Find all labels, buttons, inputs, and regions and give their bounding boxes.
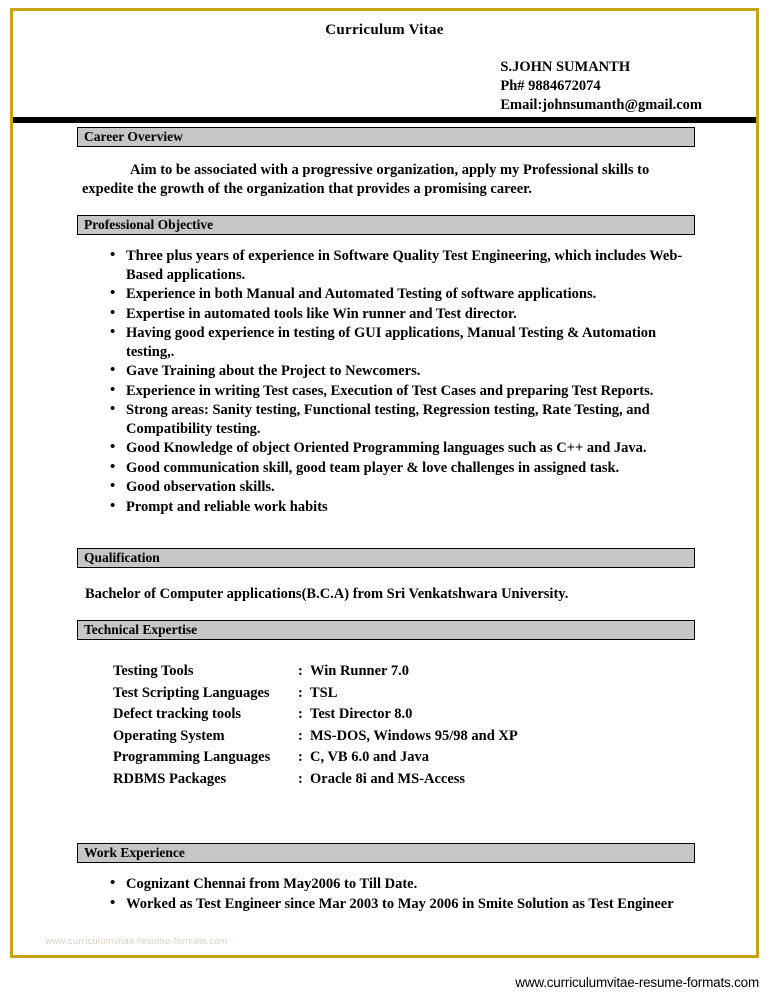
contact-block [500,58,702,115]
list-item: • Prompt and reliable work habits [110,498,699,517]
technical-expertise-table [113,662,518,791]
list-item: • Good observation skills. [110,478,699,497]
page-title: Curriculum Vitae [325,22,444,38]
tech-colon: : [298,770,303,787]
tech-value: Test Director 8.0 [310,706,413,722]
tech-label: Defect tracking tools [113,706,242,722]
list-item: • Cognizant Chennai from May2006 to Till Date. [110,875,699,894]
table-row [113,748,518,770]
tech-label: Operating System [113,727,225,744]
list-item: • Good Knowledge of object Oriented Programming languages such as C++ and Java. [110,439,699,458]
tech-value: C, VB 6.0 and Java [310,749,429,765]
list-item: • Having good experience in testing of GUI applications, Manual Testing & Automation testing,. [110,324,699,361]
career-overview-paragraph: Aim to be associated with a progressive organization, apply my Professional skills to expedite the growth of the organization that provides a promising career. [82,162,650,197]
tech-colon: : [298,663,303,679]
list-item: • Gave Training about the Project to Newcomers. [110,362,699,381]
list-item: • Good communication skill, good team player & love challenges in assigned task. [110,459,699,478]
footer-url: www.curriculumvitae-resume-formats.com [515,975,759,990]
list-item: • Experience in writing Test cases, Execution of Test Cases and preparing Test Reports. [110,382,699,401]
list-item: • Worked as Test Engineer since Mar 2003 to May 2006 in Smite Solution as Test Engineer [110,895,699,914]
table-row [113,770,518,792]
tech-colon: : [298,727,303,744]
contact-name: S.JOHN SUMANTH [500,59,631,75]
watermark: www.curriculumvitae-resume-formats.com [45,936,228,946]
tech-label: Programming Languages [113,749,271,765]
tech-label: RDBMS Packages [113,770,227,787]
list-item: • Strong areas: Sanity testing, Functional testing, Regression testing, Rate Testing, and Compatibility testing. [110,401,699,438]
table-row [113,727,518,749]
page-border-top [10,8,759,11]
tech-colon: : [298,749,303,765]
tech-value: Oracle 8i and MS-Access [310,770,466,787]
work-experience-list [110,875,699,913]
tech-value: Win Runner 7.0 [310,663,409,679]
table-row [113,684,518,706]
professional-objective-list [110,247,699,516]
qualification-text: Bachelor of Computer applications(B.C.A) from Sri Venkatshwara University. [85,586,569,602]
tech-label: Test Scripting Languages [113,684,270,701]
table-row [113,662,518,684]
tech-label: Testing Tools [113,663,194,679]
list-item: • Experience in both Manual and Automated Testing of software applications. [110,285,699,304]
contact-email: Email:johnsumanth@gmail.com [500,97,702,113]
section-heading-qualification: Qualification [77,548,695,568]
tech-colon: : [298,684,303,701]
list-item: • Expertise in automated tools like Win runner and Test director. [110,305,699,324]
table-row [113,705,518,727]
page-border-bottom [10,955,759,958]
tech-value: TSL [310,684,338,701]
header-divider [13,117,756,123]
tech-value: MS-DOS, Windows 95/98 and XP [310,727,518,744]
list-item: • Three plus years of experience in Software Quality Test Engineering, which includes Web-Based applications. [110,247,699,284]
section-heading-work-experience: Work Experience [77,843,695,863]
section-heading-professional-objective: Professional Objective [77,215,695,235]
section-heading-career-overview: Career Overview [77,127,695,147]
section-heading-technical-expertise: Technical Expertise [77,620,695,640]
contact-phone: Ph# 9884672074 [500,78,601,94]
tech-colon: : [298,706,303,722]
document-body [0,127,769,914]
